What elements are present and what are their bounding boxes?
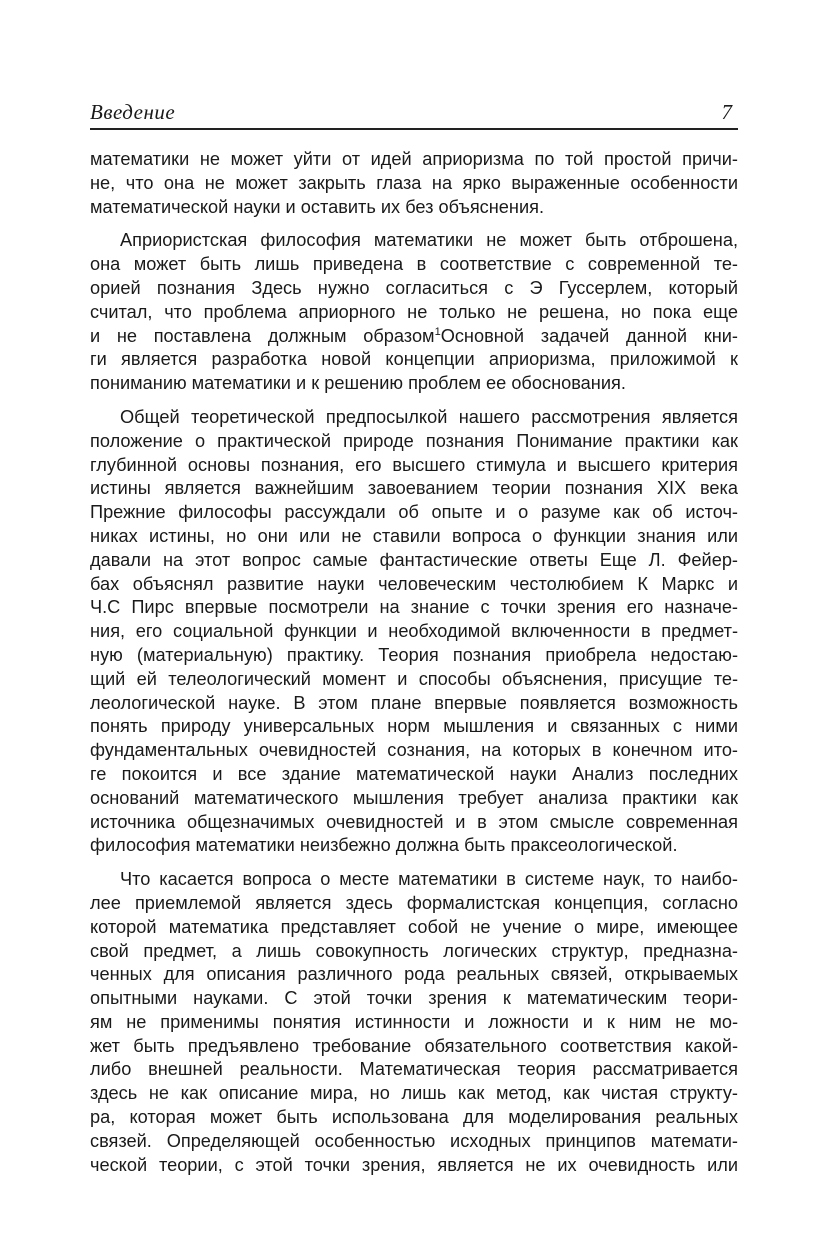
text-line: не, что она не может закрыть глаза на ярко выраженные особенности [90, 172, 738, 193]
text-line-with-footnote [90, 325, 738, 349]
text-line: ченных для описания различного рода реальных связей, открываемых [90, 964, 738, 985]
text-line: ческой теории, с этой точки зрения, является не их очевидность или [90, 1154, 738, 1175]
text-line: ния, его социальной функции и необходимой включенности в предмет- [90, 621, 738, 642]
text-line: ям не применимы понятия истинности и ложности и к ним не мо- [90, 1011, 738, 1032]
text-line: лее приемлемой является здесь формалистская концепция, согласно [90, 892, 738, 913]
text-line: давали на этот вопрос самые фантастические ответы Еще Л. Фейер- [90, 549, 738, 570]
paragraph [90, 868, 738, 1177]
text-line: либо внешней реальности. Математическая теория рассматривается [90, 1059, 738, 1080]
header-divider [90, 128, 738, 130]
text-line: здесь не как описание мира, но лишь как метод, как чистая структу- [90, 1083, 738, 1104]
paragraph [90, 148, 738, 219]
paragraph [90, 229, 738, 396]
text-line: связей. Определяющей особенностью исходных принципов математи- [90, 1130, 738, 1151]
text-line: Общей теоретической предпосылкой нашего рассмотрения является [120, 406, 738, 427]
text-line: щий ей телеологический момент и способы объяснения, присущие те- [90, 668, 738, 689]
text-line: математической науки и оставить их без объяснения. [90, 196, 545, 217]
paragraph [90, 406, 738, 858]
text-line: глубинной основы познания, его высшего стимула и высшего критерия [90, 454, 738, 475]
text-line: она может быть лишь приведена в соответствие с современной те- [90, 254, 738, 275]
text-line: оснований математического мышления требует анализа практики как [90, 787, 738, 808]
text-line: источника общезначимых очевидностей и в этом смысле современная [90, 811, 738, 832]
text-line: математики не может уйти от идей априоризма по той простой причи- [90, 149, 738, 169]
text-line: ра, которая может быть использована для моделирования реальных [90, 1107, 738, 1128]
text-line: ги является разработка новой концепции априоризма, приложимой к [90, 349, 738, 370]
text-line: положение о практической природе познания Понимание практики как [90, 430, 738, 451]
text-line: истины является важнейшим завоеванием теории познания XIX века [90, 478, 738, 499]
text-fragment: Основной задачей данной кни- [440, 325, 738, 346]
text-line: ге покоится и все здание математической науки Анализ последних [90, 763, 738, 784]
text-line: Что касается вопроса о месте математики в системе наук, то наибо- [120, 869, 738, 890]
text-line: опытными науками. С этой точки зрения к математическим теори- [90, 988, 738, 1009]
text-fragment: и не поставлена должным образом [90, 325, 435, 346]
text-line: Прежние философы рассуждали об опыте и о разуме как об источ- [90, 502, 738, 523]
text-line: считал, что проблема априорного не только не решена, но пока еще [90, 301, 738, 322]
text-line: Ч.С Пирс впервые посмотрели на знание с точки зрения его назначе- [90, 597, 738, 618]
text-line: ную (материальную) практику. Теория познания приобрела недостаю- [90, 644, 738, 665]
text-line: орией познания Здесь нужно согласиться с Э Гуссерлем, который [90, 277, 738, 298]
running-header [90, 100, 738, 130]
text-line: философия математики неизбежно должна быть праксеологической. [90, 835, 678, 856]
chapter-title: Введение [90, 100, 176, 124]
text-line: никах истины, но они или не ставили вопроса о функции знания или [90, 525, 738, 546]
text-line: фундаментальных очевидностей сознания, на которых в конечном ито- [90, 740, 738, 761]
text-line: леологической науке. В этом плане впервые появляется возможность [90, 692, 738, 713]
text-line: понять природу универсальных норм мышления и связанных с ними [90, 716, 738, 737]
text-line: свой предмет, а лишь совокупность логических структур, предназна- [90, 940, 738, 961]
page-number: 7 [721, 100, 732, 124]
footnote-mark[interactable]: 1 [434, 325, 441, 338]
text-line: бах объяснял развитие науки человеческим честолюбием К Маркс и [90, 573, 738, 594]
text-line: Априористская философия математики не может быть отброшена, [120, 230, 738, 251]
text-line: которой математика представляет собой не учение о мире, имеющее [90, 916, 738, 937]
text-line: пониманию математики и к решению проблем ее обоснования. [90, 373, 626, 394]
text-line: жет быть предъявлено требование обязательного соответствия какой- [90, 1035, 738, 1056]
body-text [90, 148, 738, 1177]
